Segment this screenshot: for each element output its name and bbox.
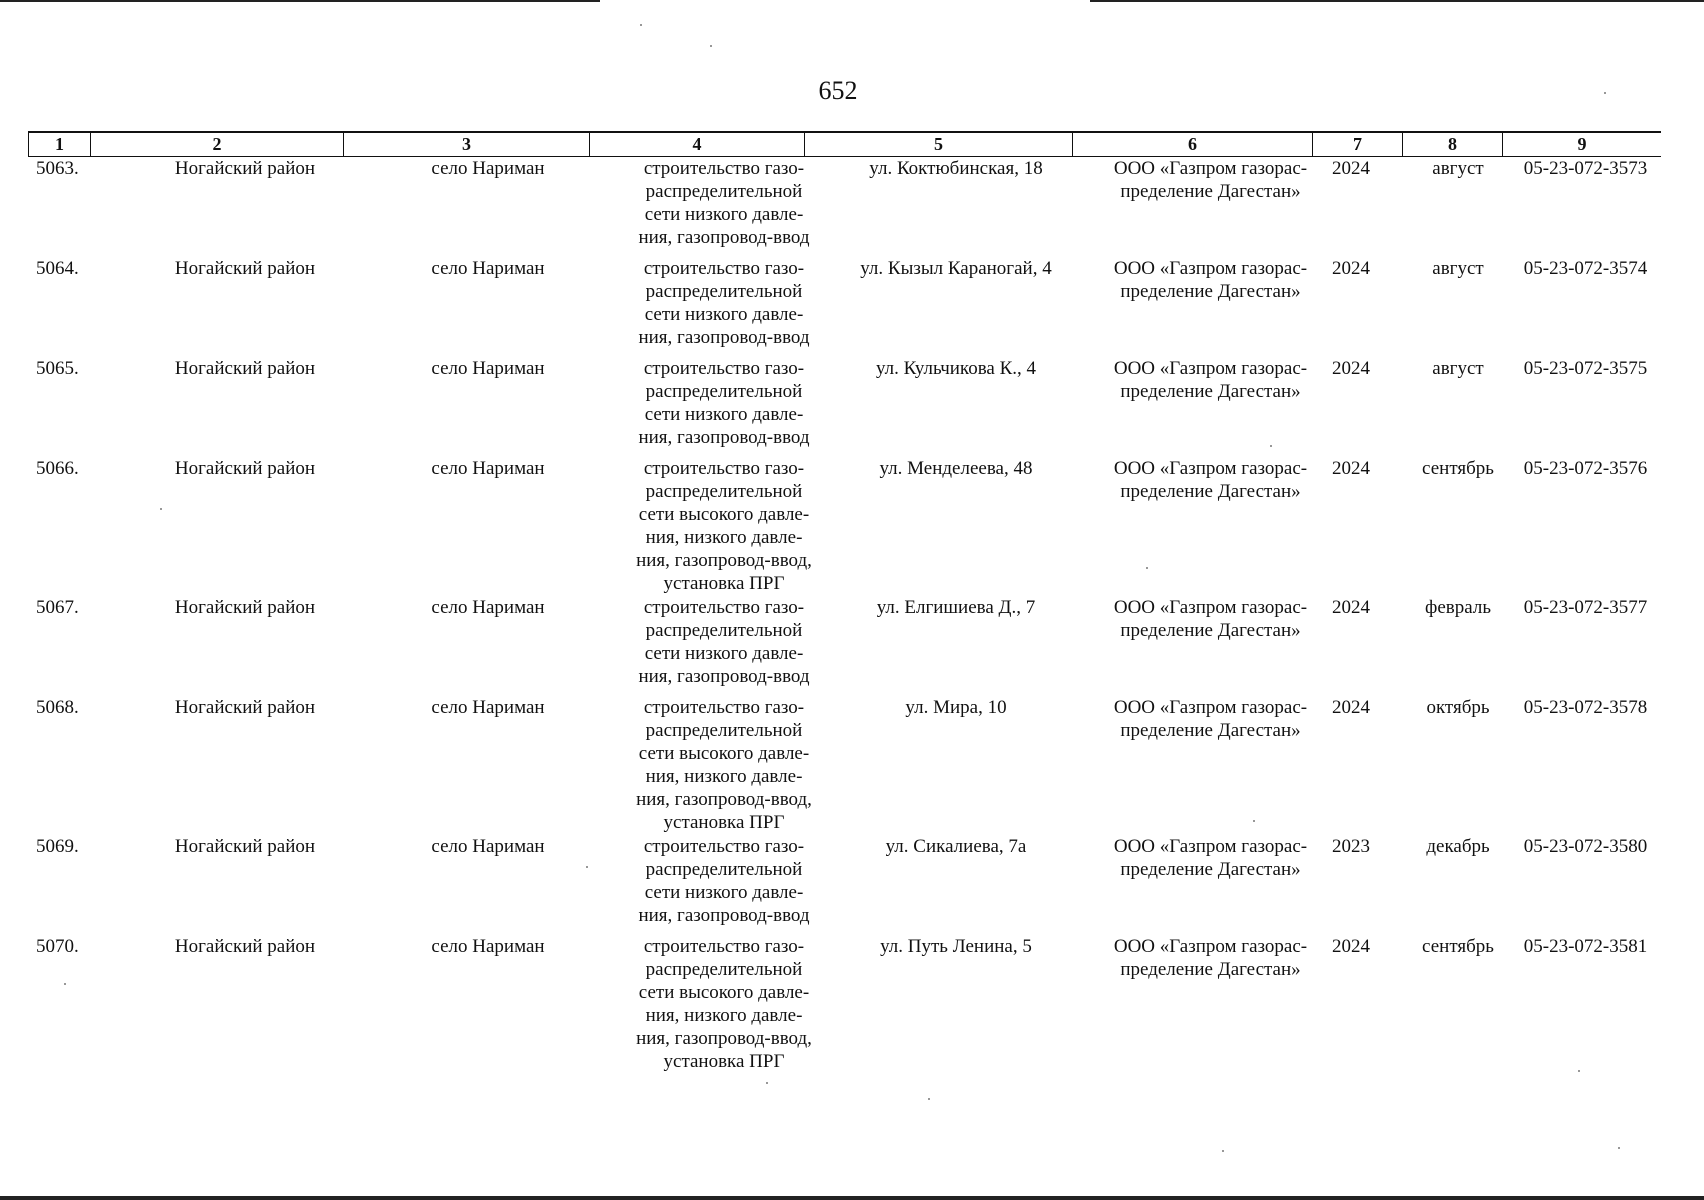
year: 2024	[1332, 358, 1370, 379]
scan-speck	[1270, 445, 1272, 447]
organization	[1063, 257, 1358, 303]
work-line: ния, газопровод-ввод,	[636, 789, 812, 810]
row-number: 5063.	[36, 158, 79, 179]
header-cell: 3	[343, 133, 589, 156]
organization	[1063, 835, 1358, 881]
header-cell: 5	[804, 133, 1072, 156]
org-line: пределение Дагестан»	[1120, 620, 1301, 641]
work-line: распределительной	[645, 959, 803, 980]
settlement: село Нариман	[431, 836, 545, 857]
work-line: сети высокого давле-	[638, 982, 810, 1003]
scan-speck	[1253, 820, 1255, 822]
row-number: 5065.	[36, 358, 79, 379]
month: декабрь	[1426, 836, 1490, 857]
settlement: село Нариман	[431, 258, 545, 279]
scan-speck	[1146, 567, 1148, 569]
month: октябрь	[1426, 697, 1490, 718]
org-line: ООО «Газпром газорас-	[1113, 458, 1308, 479]
work-line: распределительной	[645, 859, 803, 880]
district: Ногайский район	[174, 158, 316, 179]
work-line: строительство газо-	[643, 158, 805, 179]
work-line: распределительной	[645, 281, 803, 302]
work-line: ния, газопровод-ввод	[638, 227, 810, 248]
row-number: 5066.	[36, 458, 79, 479]
page-number: 652	[818, 76, 858, 105]
code: 05-23-072-3574	[1523, 258, 1648, 279]
work-line: ния, газопровод-ввод	[638, 427, 810, 448]
org-line: ООО «Газпром газорас-	[1113, 697, 1308, 718]
address: ул. Менделеева, 48	[879, 458, 1033, 479]
settlement: село Нариман	[431, 358, 545, 379]
scan-speck	[710, 45, 712, 47]
row-number: 5068.	[36, 697, 79, 718]
work-line: сети низкого давле-	[644, 304, 804, 325]
header-cell: 2	[90, 133, 343, 156]
row-number: 5064.	[36, 258, 79, 279]
settlement: село Нариман	[431, 158, 545, 179]
code: 05-23-072-3578	[1523, 697, 1648, 718]
work-line: ния, низкого давле-	[645, 1005, 803, 1026]
month: август	[1432, 258, 1484, 279]
settlement: село Нариман	[431, 458, 545, 479]
code: 05-23-072-3577	[1523, 597, 1648, 618]
work-line: строительство газо-	[643, 836, 805, 857]
district: Ногайский район	[174, 936, 316, 957]
scan-edge-top	[1090, 0, 1704, 2]
month: август	[1432, 158, 1484, 179]
scan-speck	[1604, 92, 1606, 94]
month: август	[1432, 358, 1484, 379]
address: ул. Мира, 10	[905, 697, 1007, 718]
district: Ногайский район	[174, 597, 316, 618]
header-cell: 6	[1072, 133, 1312, 156]
scan-speck	[64, 983, 66, 985]
work-line: строительство газо-	[643, 258, 805, 279]
address: ул. Кызыл Караногай, 4	[860, 258, 1052, 279]
header-cell: 7	[1312, 133, 1402, 156]
scan-speck	[766, 1082, 768, 1084]
work-line: строительство газо-	[643, 936, 805, 957]
work-line: сети низкого давле-	[644, 204, 804, 225]
org-line: пределение Дагестан»	[1120, 381, 1301, 402]
scan-speck	[928, 1098, 930, 1100]
org-line: ООО «Газпром газорас-	[1113, 258, 1308, 279]
work-line: распределительной	[645, 381, 803, 402]
work-line: ния, газопровод-ввод	[638, 905, 810, 926]
year: 2024	[1332, 597, 1370, 618]
org-line: пределение Дагестан»	[1120, 859, 1301, 880]
work-line: ния, газопровод-ввод	[638, 666, 810, 687]
table-header	[28, 133, 1661, 156]
work-line: ния, газопровод-ввод,	[636, 1028, 812, 1049]
org-line: пределение Дагестан»	[1120, 481, 1301, 502]
settlement: село Нариман	[431, 597, 545, 618]
month: сентябрь	[1422, 936, 1494, 957]
work-line: сети высокого давле-	[638, 743, 810, 764]
work-line: строительство газо-	[643, 458, 805, 479]
organization	[1063, 457, 1358, 503]
organization	[1063, 596, 1358, 642]
code: 05-23-072-3581	[1523, 936, 1648, 957]
header-cell: 4	[589, 133, 804, 156]
address: ул. Путь Ленина, 5	[880, 936, 1032, 957]
work-line: установка ПРГ	[663, 1051, 785, 1072]
row-number: 5070.	[36, 936, 79, 957]
scan-speck	[586, 866, 588, 868]
scan-speck	[1578, 1070, 1580, 1072]
code: 05-23-072-3576	[1523, 458, 1648, 479]
year: 2024	[1332, 697, 1370, 718]
work-line: установка ПРГ	[663, 573, 785, 594]
org-line: пределение Дагестан»	[1120, 959, 1301, 980]
organization	[1063, 157, 1358, 203]
header-cell: 9	[1502, 133, 1661, 156]
work-line: установка ПРГ	[663, 812, 785, 833]
district: Ногайский район	[174, 358, 316, 379]
row-number: 5067.	[36, 597, 79, 618]
org-line: ООО «Газпром газорас-	[1113, 936, 1308, 957]
organization	[1063, 935, 1358, 981]
scan-speck	[1618, 1147, 1620, 1149]
row-number: 5069.	[36, 836, 79, 857]
scan-speck	[1222, 1150, 1224, 1152]
month: февраль	[1425, 597, 1491, 618]
district: Ногайский район	[174, 258, 316, 279]
work-line: строительство газо-	[643, 697, 805, 718]
work-line: распределительной	[645, 181, 803, 202]
scan-speck	[640, 24, 642, 26]
year: 2024	[1332, 158, 1370, 179]
district: Ногайский район	[174, 697, 316, 718]
header-cell: 1	[28, 133, 90, 156]
org-line: ООО «Газпром газорас-	[1113, 358, 1308, 379]
org-line: ООО «Газпром газорас-	[1113, 836, 1308, 857]
settlement: село Нариман	[431, 697, 545, 718]
year: 2024	[1332, 936, 1370, 957]
work-line: строительство газо-	[643, 358, 805, 379]
year: 2024	[1332, 458, 1370, 479]
org-line: ООО «Газпром газорас-	[1113, 597, 1308, 618]
work-line: ния, газопровод-ввод	[638, 327, 810, 348]
district: Ногайский район	[174, 836, 316, 857]
org-line: пределение Дагестан»	[1120, 281, 1301, 302]
address: ул. Елгишиева Д., 7	[876, 597, 1036, 618]
work-line: сети низкого давле-	[644, 882, 804, 903]
work-line: ния, низкого давле-	[645, 527, 803, 548]
work-line: ния, низкого давле-	[645, 766, 803, 787]
code: 05-23-072-3573	[1523, 158, 1648, 179]
org-line: ООО «Газпром газорас-	[1113, 158, 1308, 179]
scan-edge-bottom	[0, 1196, 1704, 1200]
work-line: распределительной	[645, 720, 803, 741]
work-line: сети низкого давле-	[644, 404, 804, 425]
address: ул. Сикалиева, 7а	[885, 836, 1027, 857]
year: 2024	[1332, 258, 1370, 279]
district: Ногайский район	[174, 458, 316, 479]
scan-edge-top	[0, 0, 600, 2]
work-line: сети высокого давле-	[638, 504, 810, 525]
settlement: село Нариман	[431, 936, 545, 957]
scan-speck	[160, 508, 162, 510]
work-line: распределительной	[645, 620, 803, 641]
organization	[1063, 696, 1358, 742]
code: 05-23-072-3575	[1523, 358, 1648, 379]
organization	[1063, 357, 1358, 403]
header-cell: 8	[1402, 133, 1502, 156]
org-line: пределение Дагестан»	[1120, 720, 1301, 741]
work-line: сети низкого давле-	[644, 643, 804, 664]
month: сентябрь	[1422, 458, 1494, 479]
work-line: строительство газо-	[643, 597, 805, 618]
address: ул. Коктюбинская, 18	[869, 158, 1043, 179]
address: ул. Кульчикова К., 4	[875, 358, 1037, 379]
code: 05-23-072-3580	[1523, 836, 1648, 857]
work-line: ния, газопровод-ввод,	[636, 550, 812, 571]
work-line: распределительной	[645, 481, 803, 502]
year: 2023	[1332, 836, 1370, 857]
org-line: пределение Дагестан»	[1120, 181, 1301, 202]
